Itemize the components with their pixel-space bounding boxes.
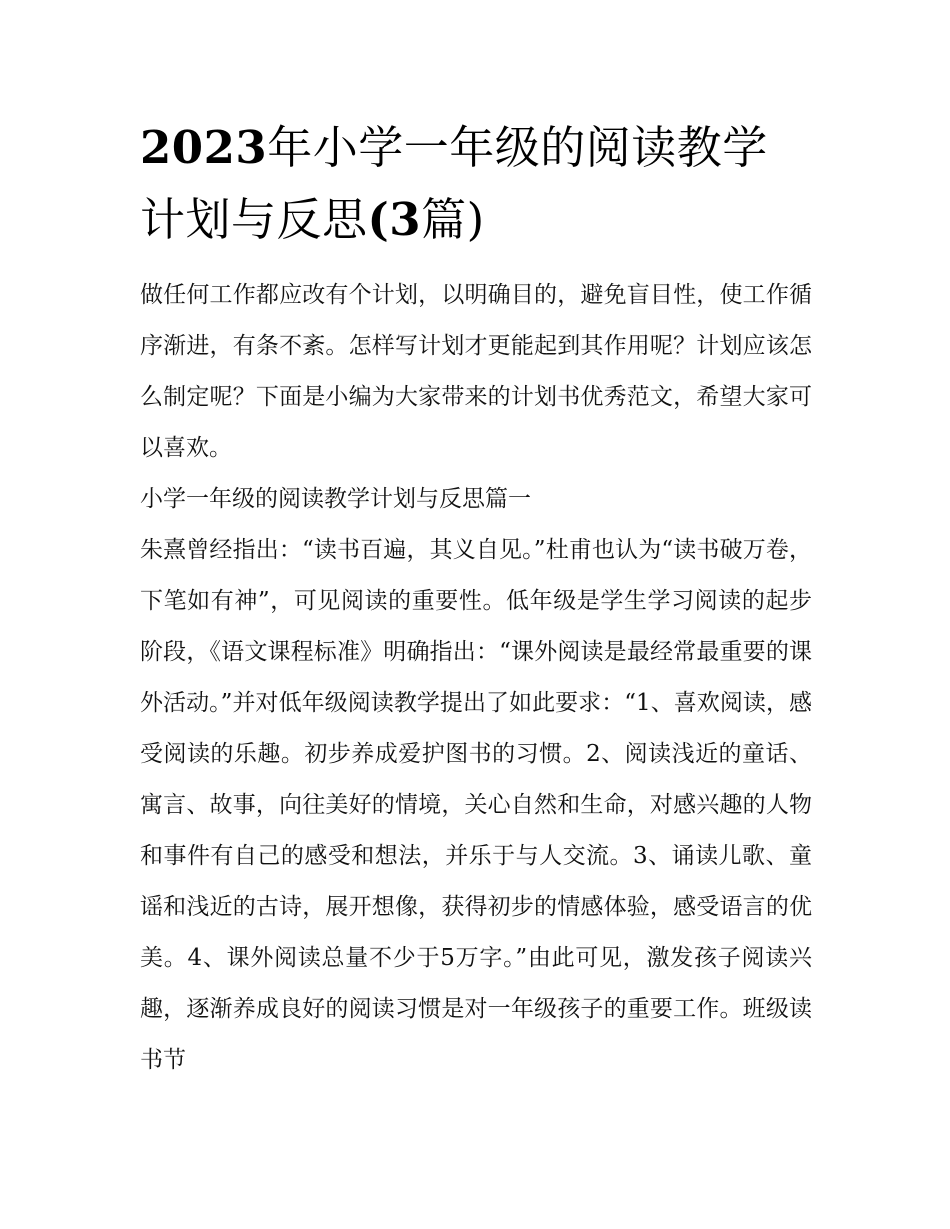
- intro-paragraph: 做任何工作都应改有个计划，以明确目的，避免盲目性，使工作循序渐进，有条不紊。怎样写计划才更能起到其作用呢？计划应该怎么制定呢？下面是小编为大家带来的计划书优秀范文，希望大家可以喜欢。: [140, 282, 812, 461]
- title-line2-tail: 篇): [421, 193, 485, 246]
- document-body: [140, 270, 812, 1086]
- document-title: [140, 112, 812, 256]
- document-page: [140, 112, 812, 1086]
- title-line1-text: 年小学一年级的阅读教学: [267, 121, 768, 174]
- body-paragraph: 朱熹曾经指出：“读书百遍，其义自见。”杜甫也认为“读书破万卷，下笔如有神”，可见阅读的重要性。低年级是学生学习阅读的起步阶段，《语文课程标准》明确指出：“课外阅读是最经常最重要的课外活动。”并对低年级阅读教学提出了如此要求：“1、喜欢阅读，感受阅读的乐趣。初步养成爱护图书的习惯。2、阅读浅近的童话、寓言、故事，向往美好的情境，关心自然和生命，对感兴趣的人物和事件有自己的感受和想法，并乐于与人交流。3、诵读儿歌、童谣和浅近的古诗，展开想像，获得初步的情感体验，感受语言的优美。4、课外阅读总量不少于5万字。”由此可见，激发孩子阅读兴趣，逐渐养成良好的阅读习惯是对一年级孩子的重要工作。班级读书节: [140, 537, 812, 1073]
- section-heading: 小学一年级的阅读教学计划与反思篇一: [140, 486, 531, 512]
- title-count: (3: [367, 193, 422, 246]
- title-year: 2023: [140, 121, 268, 174]
- title-line2-text: 计划与反思: [140, 193, 368, 246]
